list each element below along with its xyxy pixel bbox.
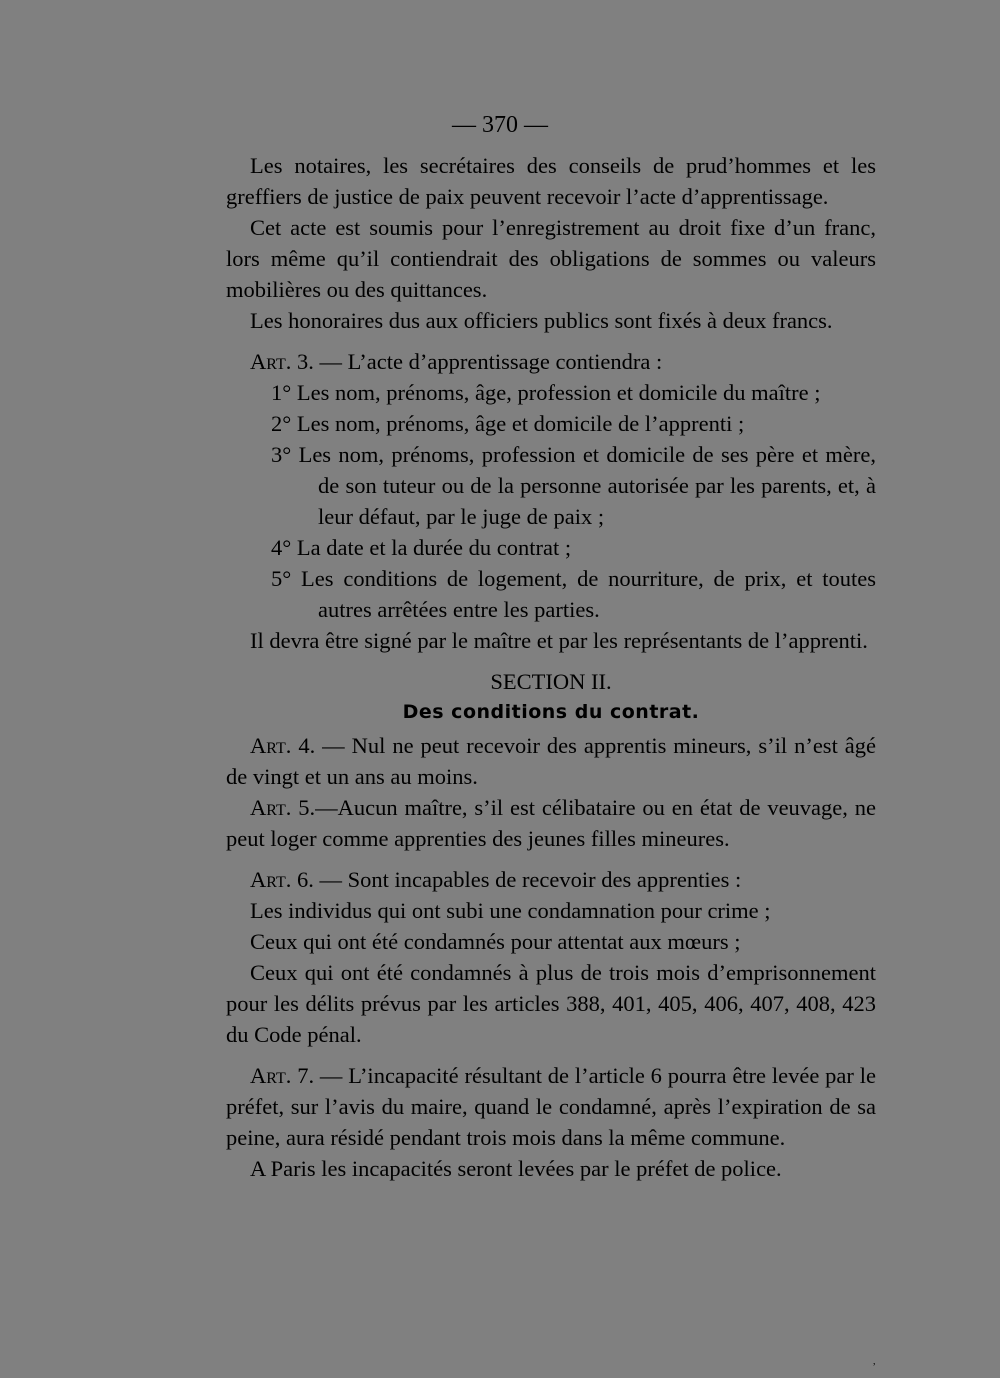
article-3-item-3: 3° Les nom, prénoms, profession et domicile de ses père et mère, de son tuteur ou de la personne autorisée par les parents, et, à leur défaut, par le juge de paix ;	[271, 442, 876, 529]
section-subtitle: Des conditions du contrat.	[402, 701, 700, 723]
article-5-text: —Aucun maître, s’il est célibataire ou en état de veuvage, ne peut loger comme apprenties des jeunes filles mineures.	[226, 795, 877, 851]
paragraph-enregistrement: Cet acte est soumis pour l’enregistrement au droit fixe d’un franc, lors même qu’il contiendrait des obligations de sommes ou valeurs mobilières ou des quittances.	[226, 215, 876, 302]
article-4	[226, 730, 876, 792]
article-3-heading	[226, 346, 876, 377]
article-6-line-2: Ceux qui ont été condamnés pour attentat aux mœurs ;	[250, 929, 741, 954]
article-3-item-4: 4° La date et la durée du contrat ;	[271, 535, 572, 560]
article-6-text: — Sont incapables de recevoir des apprenties :	[313, 867, 742, 892]
page-body	[226, 150, 876, 1184]
article-3-label: Art. 3.	[250, 349, 314, 374]
article-6-line-1: Les individus qui ont subi une condamnation pour crime ;	[250, 898, 771, 923]
article-3-item-1: 1° Les nom, prénoms, âge, profession et domicile du maître ;	[271, 380, 821, 405]
article-7-label: Art. 7.	[250, 1063, 315, 1088]
article-6-line-3: Ceux qui ont été condamnés à plus de trois mois d’emprisonnement pour les délits prévus par les articles 388, 401, 405, 406, 407, 408, 423 du Code pénal.	[226, 960, 876, 1047]
stray-mark: ,	[873, 1356, 876, 1367]
article-5	[226, 792, 876, 854]
article-3-text: — L’acte d’apprentissage contiendra :	[313, 349, 663, 374]
paragraph-notaires: Les notaires, les secrétaires des conseils de prud’hommes et les greffiers de justice de paix peuvent recevoir l’acte d’apprentissage.	[226, 153, 876, 209]
article-7-closing: A Paris les incapacités seront levées par le préfet de police.	[250, 1156, 782, 1181]
article-3-item-5: 5° Les conditions de logement, de nourriture, de prix, et toutes autres arrêtées entre les parties.	[271, 566, 876, 622]
section-title: SECTION II.	[490, 669, 612, 694]
article-7	[226, 1060, 876, 1153]
article-3-closing: Il devra être signé par le maître et par les représentants de l’apprenti.	[250, 628, 868, 653]
article-4-label: Art. 4.	[250, 733, 316, 758]
article-6-label: Art. 6.	[250, 867, 314, 892]
page-number: — 370 —	[452, 112, 548, 138]
article-7-text: — L’incapacité résultant de l’article 6 pourra être levée par le préfet, sur l’avis du maire, quand le condamné, après l’expiration de sa peine, aura résidé pendant trois mois dans la même commune.	[226, 1063, 876, 1150]
paragraph-honoraires: Les honoraires dus aux officiers publics sont fixés à deux francs.	[250, 308, 833, 333]
article-4-text: — Nul ne peut recevoir des apprentis mineurs, s’il n’est âgé de vingt et un ans au moins.	[226, 733, 876, 789]
article-3-item-2: 2° Les nom, prénoms, âge et domicile de l’apprenti ;	[271, 411, 745, 436]
article-5-label: Art. 5.	[250, 795, 316, 820]
article-6-heading	[226, 864, 876, 895]
